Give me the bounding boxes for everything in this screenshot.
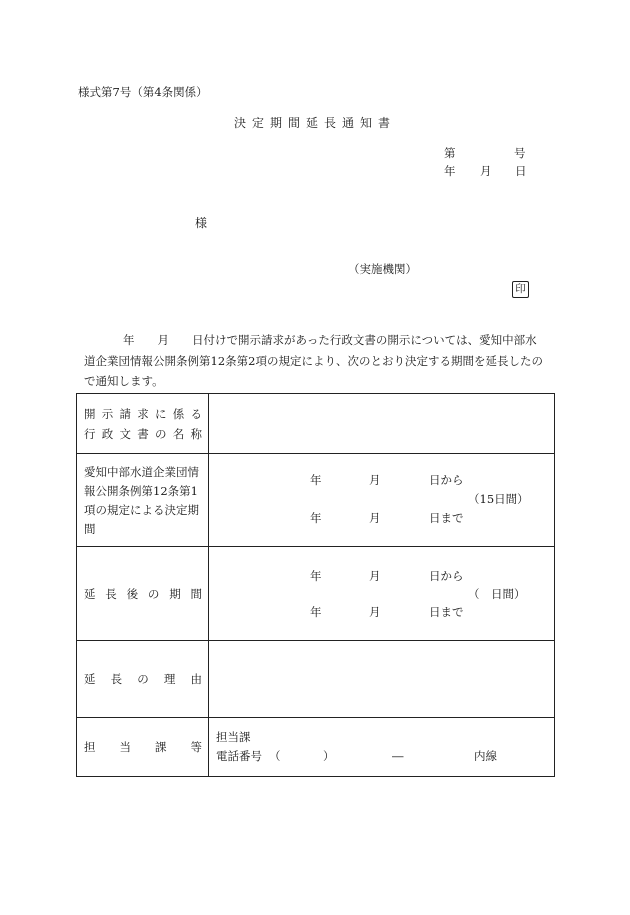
notice-body <box>84 330 560 392</box>
value-reason <box>209 641 555 718</box>
extended-days: （ 日間） <box>468 587 526 601</box>
doc-number-prefix: 第 <box>444 146 456 160</box>
doc-number-suffix: 号 <box>514 146 526 160</box>
phone-dash: ― <box>392 749 404 763</box>
row-decision-period <box>77 454 555 547</box>
value-extended-period <box>209 547 555 641</box>
notice-form-table <box>76 393 555 777</box>
phone-label: 電話番号 <box>216 749 262 763</box>
label-document-name-line2: 行政文書の名称 <box>84 426 202 441</box>
label-decision-period: 愛知中部水道企業団情報公開条例第12条第1項の規定による決定期間 <box>84 464 199 536</box>
decision-days: （15日間） <box>468 492 529 506</box>
label-document-name <box>77 394 209 454</box>
label-decision-period-cell <box>77 454 209 547</box>
phone-close-paren: ） <box>323 749 335 763</box>
body-line-1: 年 月 日付けで開示請求があった行政文書の開示については、愛知中部水 <box>123 333 537 347</box>
body-line-2: 道企業団情報公開条例第12条第2項の規定により、次のとおり決定する期間を延長したの <box>84 353 543 368</box>
row-department <box>77 718 555 777</box>
body-line-3: で通知します。 <box>84 374 164 388</box>
decision-to-day: 日まで <box>429 511 464 525</box>
extended-from-month: 月 <box>369 569 381 583</box>
decision-from-day: 日から <box>429 473 464 487</box>
decision-to-year: 年 <box>310 511 322 525</box>
extended-from-day: 日から <box>429 569 464 583</box>
document-title: 決定期間延長通知書 <box>233 116 396 130</box>
department-label: 担当課 <box>216 730 251 744</box>
label-extended-period-cell <box>77 547 209 641</box>
extended-to-year: 年 <box>310 605 322 619</box>
phone-open-paren: （ <box>269 749 281 763</box>
extension-label: 内線 <box>474 749 497 763</box>
row-extended-period <box>77 547 555 641</box>
label-department-cell <box>77 718 209 777</box>
label-extended-period: 延長後の期間 <box>84 586 202 601</box>
decision-from-month: 月 <box>369 473 381 487</box>
row-document-name <box>77 394 555 454</box>
value-department <box>209 718 555 777</box>
label-reason-cell <box>77 641 209 718</box>
decision-from-year: 年 <box>310 473 322 487</box>
value-document-name <box>209 394 555 454</box>
label-reason: 延長の理由 <box>84 672 202 686</box>
date-year: 年 <box>444 164 456 178</box>
decision-to-month: 月 <box>369 511 381 525</box>
date-month: 月 <box>480 164 492 178</box>
label-department: 担当課等 <box>84 740 202 754</box>
addressee-honorific: 様 <box>195 216 208 230</box>
row-reason <box>77 641 555 718</box>
extended-from-year: 年 <box>310 569 322 583</box>
extended-to-month: 月 <box>369 605 381 619</box>
label-document-name-line1: 開示請求に係る <box>84 406 202 421</box>
agency-label: （実施機関） <box>348 262 417 276</box>
value-decision-period <box>209 454 555 547</box>
extended-to-day: 日まで <box>429 605 464 619</box>
seal-mark: 印 <box>512 281 529 298</box>
date-day: 日 <box>515 164 527 178</box>
form-number: 様式第7号（第4条関係） <box>78 85 208 99</box>
